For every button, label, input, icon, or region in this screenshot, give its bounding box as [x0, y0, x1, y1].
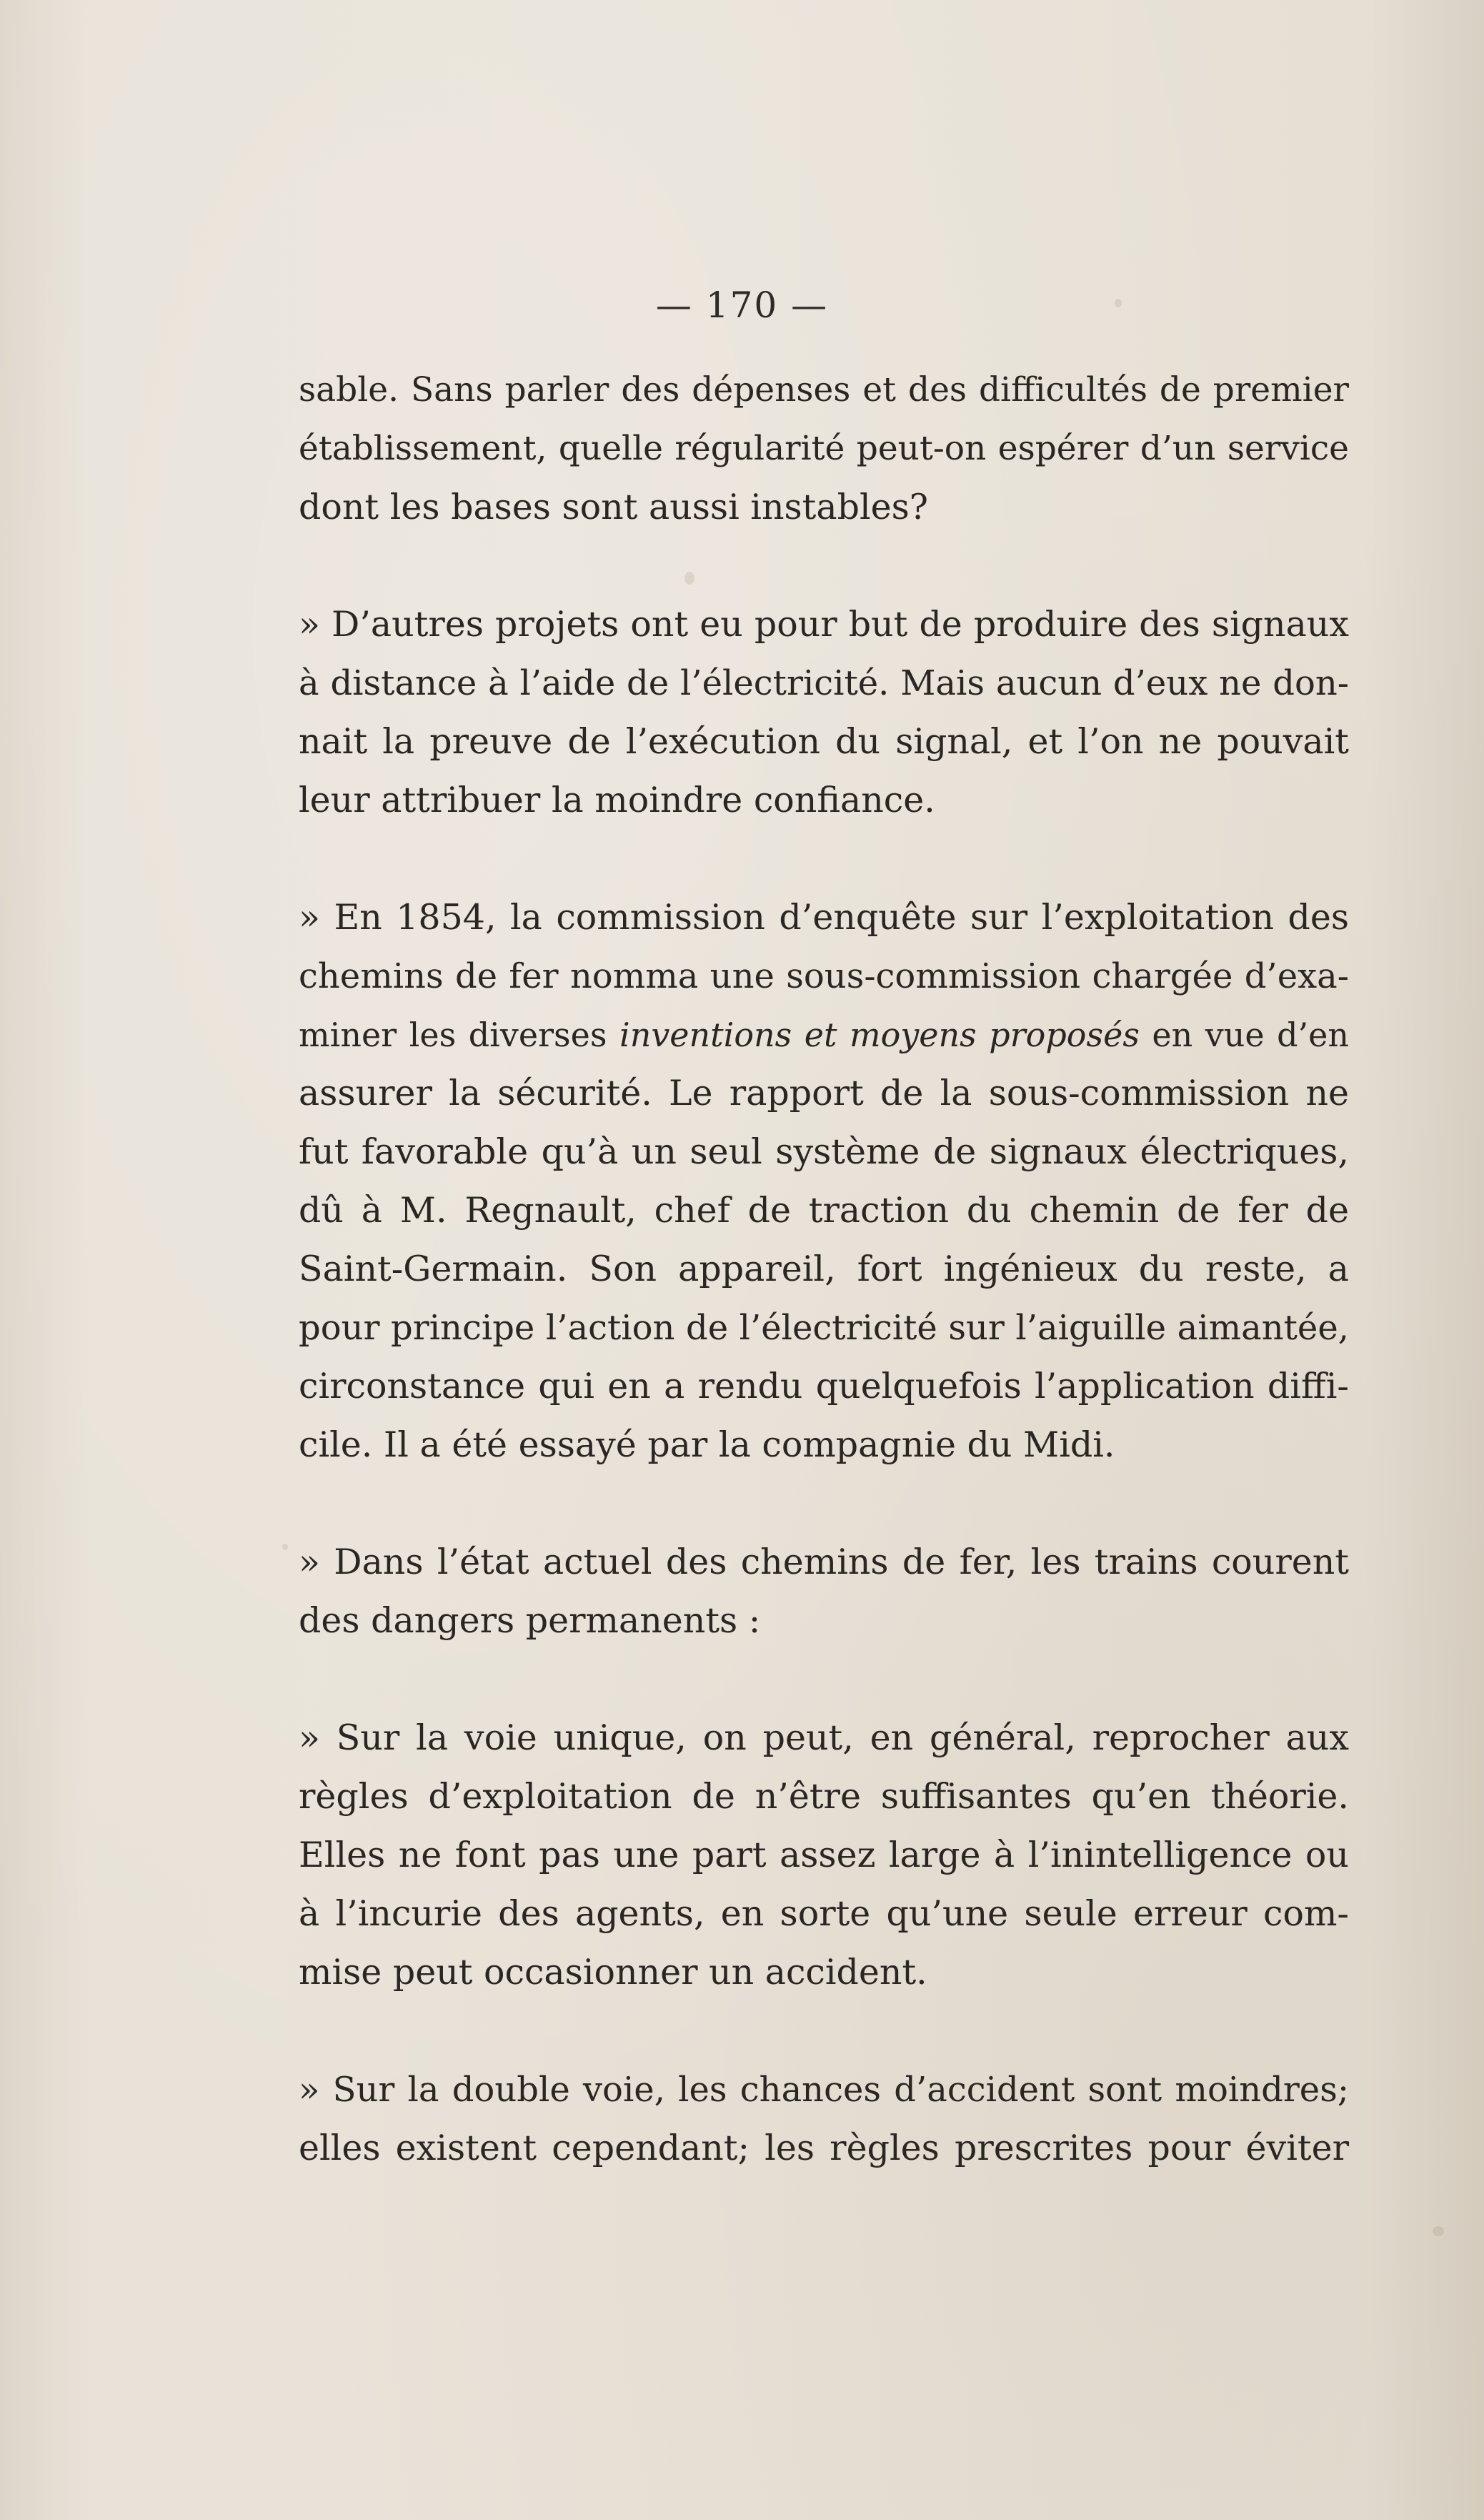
text-line: » En 1854, la commission d’enquête sur l’exploitation des: [299, 897, 1349, 938]
text-line: dû à M. Regnault, chef de traction du chemin de fer de: [299, 1190, 1349, 1231]
text-line: cile. Il a été essayé par la compagnie du Midi.: [299, 1424, 1115, 1465]
text-line: leur attribuer la moindre confiance.: [299, 780, 935, 820]
paper-stain: [282, 1544, 288, 1550]
paragraph-gap: [299, 830, 1349, 888]
text-line: mise peut occasionner un accident.: [299, 1952, 927, 1993]
paragraph: [299, 2060, 1349, 2178]
text-line: dont les bases sont aussi instables?: [299, 487, 929, 527]
paragraph-gap: [299, 1474, 1349, 1533]
paragraph: [299, 595, 1349, 830]
text-line: des dangers permanents :: [299, 1600, 761, 1641]
page-number: — 170 —: [655, 284, 829, 326]
text-line: miner les diverses inventions et moyens proposés en vue d’en: [299, 1016, 1350, 1054]
text-line: » Sur la voie unique, on peut, en général, reprocher aux: [299, 1717, 1349, 1758]
paragraph-gap: [299, 1650, 1349, 1709]
text-line: nait la preuve de l’exécution du signal, et l’on ne pouvait: [299, 721, 1349, 762]
paragraph: [299, 1533, 1349, 1650]
paragraph: [299, 361, 1349, 537]
text-line: elles existent cependant; les règles prescrites pour éviter: [299, 2128, 1349, 2168]
paragraph: [299, 1709, 1349, 2002]
text-line: Elles ne font pas une part assez large à l’inintelligence ou: [299, 1835, 1349, 1875]
text-line: règles d’exploitation de n’être suffisantes qu’en théorie.: [299, 1776, 1349, 1817]
text-line: pour principe l’action de l’électricité sur l’aiguille aimantée,: [299, 1308, 1349, 1348]
text-line: assurer la sécurité. Le rapport de la sous-commission ne: [299, 1073, 1349, 1113]
paper-stain: [1433, 2226, 1444, 2236]
paragraph: [299, 888, 1349, 1474]
text-line: fut favorable qu’à un seul système de signaux électriques,: [299, 1131, 1349, 1172]
text-line: circonstance qui en a rendu quelquefois l’application diffi-: [299, 1366, 1349, 1407]
text-line: à distance à l’aide de l’électricité. Mais aucun d’eux ne don-: [299, 663, 1349, 703]
paragraph-gap: [299, 2002, 1349, 2060]
text-line: établissement, quelle régularité peut-on espérer d’un service: [299, 429, 1349, 468]
paragraph-gap: [299, 537, 1349, 595]
text-line: à l’incurie des agents, en sorte qu’une seule erreur com-: [299, 1893, 1349, 1934]
text-line: » Dans l’état actuel des chemins de fer, les trains courent: [299, 1542, 1349, 1582]
text-line: Saint-Germain. Son appareil, fort ingénieux du reste, a: [299, 1249, 1349, 1289]
page-body: [299, 361, 1349, 2178]
text-line: chemins de fer nomma une sous-commission chargée d’exa-: [299, 956, 1349, 996]
text-line: » D’autres projets ont eu pour but de produire des signaux: [299, 604, 1349, 645]
text-line: sable. Sans parler des dépenses et des difficultés de premier: [299, 370, 1349, 410]
text-line: » Sur la double voie, les chances d’accident sont moindres;: [299, 2070, 1349, 2110]
